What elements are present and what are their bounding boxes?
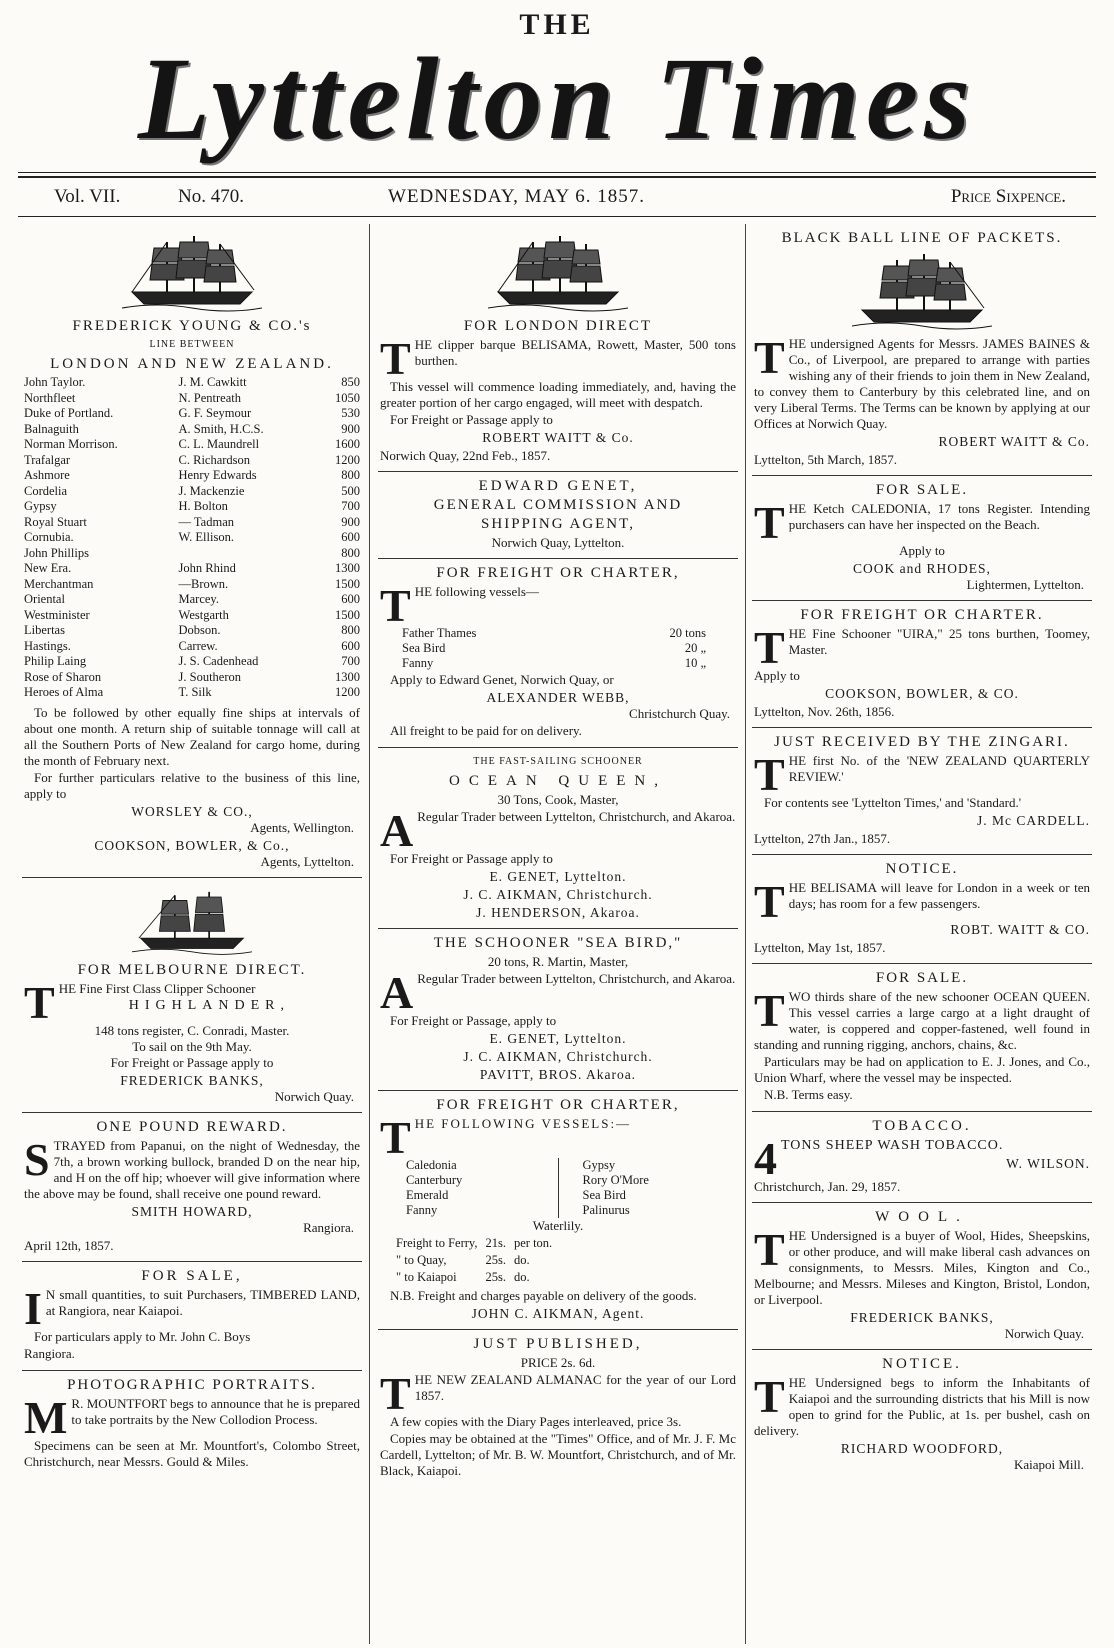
notice2-signature-sub: Kaiapoi Mill. (1013, 1457, 1084, 1472)
sailing-ship-icon (132, 886, 252, 956)
fleet-master-name: H. Bolton (178, 499, 228, 513)
seabird-info: 20 tons, R. Martin, Master, (487, 954, 629, 969)
masthead-title: Lyttelton Times (137, 33, 977, 164)
zingari-ad (752, 728, 1092, 855)
rate-price: 21s. (485, 1236, 506, 1250)
young-route: LONDON AND NEW ZEALAND. (50, 356, 334, 372)
notice1-signature: ROBT. WAITT & CO. (950, 922, 1090, 937)
dropcap-letter: A (380, 805, 414, 856)
almanac-ad (378, 1330, 738, 1487)
fleet-row (24, 468, 360, 484)
fleet-master-name: J. M. Cawkitt (178, 375, 247, 389)
oceansale-nb: N.B. Terms easy. (764, 1087, 853, 1102)
freight2-vessel-grid (380, 1158, 736, 1218)
london-apply: For Freight or Passage apply to (390, 412, 553, 427)
land-sale-title: FOR SALE, (141, 1267, 243, 1284)
zingari-body: For contents see 'Lyttelton Times,' and 'Standard.' (764, 795, 1022, 810)
fleet-tonnage: 1300 (335, 669, 360, 684)
tobacco-ad (752, 1112, 1092, 1203)
genet-name: EDWARD GENET, (478, 478, 638, 494)
masthead (0, 0, 1114, 178)
reward-signature: SMITH HOWARD, (131, 1203, 253, 1219)
reward-text: TRAYED from Papanui, on the night of Wednesday, the 7th, a brown working bullock, branded D on the near hip, and H on the off hip; whoever will give information where the above may be found, shall receive one pound reward. (24, 1137, 360, 1201)
fleet-tonnage: 600 (341, 638, 360, 653)
fleet-ship-name: Royal Stuart (24, 514, 87, 529)
fleet-ship-name: Cordelia (24, 483, 68, 498)
tobacco-date: Christchurch, Jan. 29, 1857. (754, 1179, 901, 1194)
fleet-row (24, 515, 360, 531)
fleet-row (24, 685, 360, 701)
dateline (18, 186, 1096, 214)
rate-destination: Freight to Ferry, (396, 1236, 478, 1250)
blackball-title: BLACK BALL LINE OF PACKETS. (781, 230, 1063, 246)
fleet-master-name: Dobson. (178, 623, 221, 637)
uira-date: Lyttelton, Nov. 26th, 1856. (754, 704, 895, 719)
almanac-price: PRICE 2s. 6d. (520, 1355, 596, 1370)
ocean-text: Regular Trader between Lyttelton, Christchurch, and Akaroa. (417, 809, 736, 824)
freight1-title: FOR FREIGHT OR CHARTER, (436, 565, 680, 581)
oceansale-text: WO thirds share of the new schooner OCEAN QUEEN. This vessel carries a large cargo at a light draught of water, is coppered and copper-fastened, well found in standing and running rigging, anchors, chains, &c. (754, 989, 1090, 1052)
ocean-apply: For Freight or Passage apply to (390, 851, 553, 866)
ocean-agent-2: J. C. AIKMAN, Christchurch. (463, 887, 653, 902)
seabird-apply: For Freight or Passage, apply to (390, 1013, 557, 1028)
rate-unit: do. (513, 1253, 530, 1267)
fleet-tonnage: 850 (341, 375, 360, 389)
dropcap-letter: A (380, 967, 414, 1018)
fleet-tonnage: 800 (341, 545, 360, 560)
dropcap-letter: M (24, 1391, 68, 1443)
freight1-apply: Apply to Edward Genet, Norwich Quay, or (390, 672, 614, 687)
vessel-tonnage: 20 „ (684, 641, 706, 655)
fleet-tonnage: 700 (341, 654, 360, 668)
dropcap-letter: T (754, 1371, 785, 1422)
sea-bird-ad (378, 929, 738, 1091)
masthead-rule-1 (18, 172, 1096, 173)
ocean-agent-3: J. HENDERSON, Akaroa. (476, 905, 640, 920)
young-body-2: For further particulars relative to the business of this line, apply to (24, 769, 360, 801)
fleet-master-name: Henry Edwards (178, 468, 257, 482)
dropcap-letter: S (24, 1133, 50, 1185)
fleet-ship-name: Gypsy (24, 499, 57, 513)
fleet-tonnage: 1600 (335, 437, 360, 451)
zingari-title: JUST RECEIVED BY THE ZINGARI. (774, 734, 1070, 750)
masthead-the: THE (519, 8, 595, 41)
vessel-name: Emerald (406, 1188, 449, 1202)
vessel-name: Canterbury (406, 1173, 463, 1187)
fleet-ship-name: Hastings. (24, 638, 71, 653)
rate-unit: per ton. (513, 1236, 553, 1250)
fleet-ship-name: Merchantman (24, 576, 94, 591)
fleet-ship-name: Libertas (24, 623, 65, 637)
fleet-row (24, 577, 360, 593)
tobacco-text: TONS SHEEP WASH TOBACCO. (781, 1138, 1004, 1153)
land-sale-text: N small quantities, to suit Purchasers, TIMBERED LAND, at Rangiora, near Kaiapoi. (45, 1286, 360, 1318)
vessel-name: Palinurus (558, 1203, 736, 1218)
notice2-title: NOTICE. (882, 1356, 962, 1372)
melbourne-text: HE Fine First Class Clipper Schooner (58, 980, 256, 996)
fleet-row (24, 639, 360, 655)
blackball-signature: ROBERT WAITT & Co. (938, 434, 1090, 449)
dropcap-letter: T (754, 1224, 785, 1275)
vessel-row (380, 641, 736, 656)
vessel-row (380, 626, 736, 641)
rate-row (396, 1253, 558, 1268)
fleet-tonnage: 600 (341, 592, 360, 606)
column-1 (22, 224, 362, 1648)
fleet-ship-name: Balnaguith (24, 421, 79, 436)
rate-row (396, 1236, 558, 1251)
dateline-rule (18, 216, 1096, 217)
melbourne-ad (22, 878, 362, 1113)
genet-ad (378, 472, 738, 559)
freight2-ad (378, 1091, 738, 1330)
dropcap-letter: T (24, 976, 55, 1028)
fleet-master-name: Carrew. (178, 638, 218, 653)
london-agent: ROBERT WAITT & Co. (482, 430, 634, 445)
fleet-master-name (179, 546, 319, 562)
fleet-row (24, 623, 360, 639)
fleet-row (24, 561, 360, 577)
fleet-master-name: W. Ellison. (178, 530, 234, 544)
london-body: This vessel will commence loading immediately, and, having the greater portion of her cargo engaged, will meet with despatch. (380, 379, 736, 410)
seabird-agent-1: E. GENET, Lyttelton. (489, 1031, 627, 1046)
uira-agent: COOKSON, BOWLER, & CO. (825, 686, 1019, 701)
freight2-signature: JOHN C. AIKMAN, Agent. (471, 1306, 645, 1321)
fleet-row (24, 422, 360, 438)
fleet-ship-name: John Phillips (24, 545, 89, 560)
rate-price: 25s. (485, 1270, 506, 1284)
dropcap-letter: T (754, 497, 785, 548)
caledonia-ad (752, 476, 1092, 601)
dropcap-letter: T (754, 985, 785, 1036)
freight1-vessel-list (380, 626, 736, 671)
caledonia-apply: Apply to (899, 543, 945, 558)
almanac-body-2: Copies may be obtained at the "Times" Office, and of Mr. J. F. Mc Cardell, Lyttelton; of Mr. B. W. Mountfort, Christchurch, and of Mr. Black, Kaiapoi. (380, 1431, 736, 1478)
dropcap-letter: T (754, 876, 785, 927)
fleet-master-name: A. Smith, H.C.S. (178, 421, 264, 436)
almanac-body-1: A few copies with the Diary Pages interleaved, price 3s. (390, 1414, 682, 1429)
fleet-master-name: J. Mackenzie (178, 483, 245, 498)
london-date: Norwich Quay, 22nd Feb., 1857. (380, 448, 551, 463)
fleet-tonnage: 1200 (335, 685, 360, 699)
column-3 (752, 224, 1092, 1648)
fleet-ship-name: Westminister (24, 607, 90, 622)
freight1-agent-sub: Christchurch Quay. (629, 706, 730, 721)
fleet-tonnage: 800 (341, 468, 360, 482)
uira-ad (752, 601, 1092, 728)
land-sale-ad (22, 1262, 362, 1371)
fleet-row (24, 608, 360, 624)
fleet-master-name: J. S. Cadenhead (178, 654, 259, 668)
belisama-notice-ad (752, 855, 1092, 964)
zingari-date: Lyttelton, 27th Jan., 1857. (754, 831, 891, 846)
reward-date: April 12th, 1857. (24, 1237, 114, 1253)
fleet-ship-name: New Era. (24, 561, 72, 575)
freight2-note: N.B. Freight and charges payable on delivery of the goods. (390, 1288, 697, 1303)
fleet-ship-name: Duke of Portland. (24, 406, 114, 420)
seabird-text: Regular Trader between Lyttelton, Christchurch, and Akaroa. (417, 971, 736, 986)
vessel-name: Fanny (406, 1203, 438, 1217)
melbourne-freight: For Freight or Passage apply to (110, 1054, 274, 1070)
sailing-ship-icon (852, 250, 992, 330)
sailing-ship-icon (488, 232, 628, 312)
fleet-master-name: Marcey. (178, 592, 220, 606)
dropcap-letter: T (754, 332, 785, 383)
rate-row (396, 1270, 558, 1285)
fleet-row (24, 546, 360, 562)
reward-ad (22, 1113, 362, 1262)
fleet-tonnage: 500 (341, 483, 360, 498)
almanac-text: HE NEW ZEALAND ALMANAC for the year of our Lord 1857. (414, 1372, 736, 1403)
young-body-1: To be followed by other equally fine ships at intervals of about one month. A return ship of suitable tonnage will call at all the Southern Ports of New Zealand for cargo home, during the month of February next. (24, 704, 360, 768)
dropcap-letter: T (380, 333, 411, 384)
ocean-name: OCEAN QUEEN, (449, 773, 667, 789)
photo-ad (22, 1371, 362, 1478)
freight2-text: HE FOLLOWING VESSELS:— (414, 1116, 632, 1131)
tobacco-title: TOBACCO. (872, 1118, 972, 1134)
dropcap-letter: T (754, 622, 785, 673)
fleet-master-name: C. L. Maundrell (178, 437, 260, 451)
fleet-row (24, 375, 360, 391)
fleet-ship-name: Cornubia. (24, 530, 74, 544)
volume-number: Vol. VII. (54, 186, 121, 207)
seabird-agent-3: PAVITT, BROS. Akaroa. (479, 1067, 637, 1082)
seabird-agent-2: J. C. AIKMAN, Christchurch. (463, 1049, 653, 1064)
fleet-tonnage: 1500 (335, 576, 360, 591)
oceansale-title: FOR SALE. (875, 970, 969, 986)
blackball-date: Lyttelton, 5th March, 1857. (754, 452, 897, 467)
fleet-row (24, 437, 360, 453)
wool-signature: FREDERICK BANKS, (850, 1310, 994, 1325)
oceansale-body: Particulars may be had on application to E. J. Jones, and Co., Union Wharf, where the vessel may be inspected. (754, 1054, 1090, 1085)
fleet-tonnage: 530 (341, 406, 360, 420)
fleet-row (24, 484, 360, 500)
fleet-tonnage: 900 (341, 514, 360, 529)
fleet-master-name: J. Southeron (178, 669, 242, 684)
tobacco-signature: W. WILSON. (1006, 1156, 1090, 1171)
london-title: FOR LONDON DIRECT (463, 318, 653, 334)
dropcap-letter: I (24, 1282, 42, 1334)
dropcap-letter: T (380, 580, 411, 631)
black-ball-ad (752, 224, 1092, 476)
fleet-master-name: G. F. Seymour (178, 406, 252, 420)
vessel-name: Gypsy (558, 1158, 736, 1173)
fleet-row (24, 499, 360, 515)
fleet-master-name: John Rhind (178, 561, 236, 575)
notice2-text: HE Undersigned begs to inform the Inhabitants of Kaiapoi and the surrounding districts that his Mill is now open to grind for the Public, at 1s. per bushel, cash on delivery. (754, 1375, 1090, 1438)
wool-ad (752, 1203, 1092, 1350)
fleet-tonnage: 1500 (335, 607, 360, 622)
column-2 (378, 224, 738, 1648)
melbourne-register: 148 tons register, C. Conradi, Master. (94, 1022, 290, 1038)
fleet-row (24, 670, 360, 686)
sailing-ship-icon (122, 232, 262, 312)
notice1-text: HE BELISAMA will leave for London in a week or ten days; has room for a few passengers. (788, 880, 1090, 911)
seabird-title: THE SCHOONER "SEA BIRD," (433, 935, 683, 951)
vessel-tonnage: 10 „ (684, 656, 706, 670)
vessel-name: Caledonia (406, 1158, 457, 1172)
young-line-ad (22, 224, 362, 878)
fleet-row (24, 391, 360, 407)
fleet-master-name: N. Pentreath (178, 390, 241, 405)
fleet-ship-name: Northfleet (24, 390, 76, 405)
ocean-pre: THE FAST-SAILING SCHOONER (473, 756, 643, 767)
fleet-ship-name: Heroes of Alma (24, 685, 104, 699)
vessel-row (380, 1188, 736, 1203)
issue-price: Price Sixpence. (950, 186, 1066, 207)
vessel-name: Sea Bird (402, 641, 446, 655)
genet-address: Norwich Quay, Lyttelton. (491, 535, 625, 550)
notice1-title: NOTICE. (885, 861, 959, 877)
london-ad (378, 224, 738, 472)
ocean-queen-sale-ad (752, 964, 1092, 1112)
fleet-ship-name: Ashmore (24, 468, 70, 482)
dropcap-letter: T (380, 1368, 411, 1419)
fleet-tonnage: 600 (341, 530, 360, 544)
zingari-text: HE first No. of the 'NEW ZEALAND QUARTERLY REVIEW.' (788, 753, 1090, 784)
vessel-name: Father Thames (402, 626, 477, 640)
ocean-agent-1: E. GENET, Lyttelton. (489, 869, 627, 884)
uira-text: HE Fine Schooner "UIRA," 25 tons burthen, Toomey, Master. (788, 626, 1090, 657)
dropcap-letter: T (380, 1112, 411, 1163)
rate-destination: " to Quay, (396, 1253, 447, 1267)
vessel-name: Fanny (402, 656, 434, 670)
fleet-ship-name: John Taylor. (24, 375, 86, 389)
freight1-agent: ALEXANDER WEBB, (486, 690, 630, 705)
fleet-tonnage: 900 (341, 421, 360, 436)
young-agent-2: COOKSON, BOWLER, & Co., (94, 837, 290, 853)
fleet-row (24, 406, 360, 422)
fleet-tonnage: 1050 (335, 390, 360, 405)
freight2-last-vessel: Waterlily. (532, 1218, 584, 1233)
young-title: FREDERICK YOUNG & CO.'s (72, 318, 312, 334)
fleet-tonnage: 1300 (335, 561, 360, 575)
caledonia-agent-sub: Lightermen, Lyttelton. (966, 577, 1084, 592)
vessel-row (380, 656, 736, 671)
land-sale-place: Rangiora. (24, 1345, 75, 1361)
blackball-text: HE undersigned Agents for Messrs. JAMES BAINES & Co., of Liverpool, are prepared to arrange with parties wishing any of their friends to join them in New Zealand, to convey them to Canterbury by this celebrated line, and on very Liberal Terms. The Terms can be known by applying at our Offices at Norwich Quay. (754, 336, 1090, 431)
freight1-ad (378, 559, 738, 748)
melbourne-agent-sub: Norwich Quay. (274, 1088, 354, 1104)
issue-number: No. 470. (178, 186, 244, 207)
fleet-master-name: —Brown. (178, 576, 229, 591)
fleet-tonnage: 1200 (335, 452, 360, 467)
photo-text-2: Specimens can be seen at Mr. Mountfort's, Colombo Street, Christchurch, near Messrs. Gould & Miles. (24, 1437, 360, 1469)
almanac-title: JUST PUBLISHED, (473, 1336, 643, 1352)
masthead-rule-2 (18, 176, 1096, 178)
dropcap-letter: 4 (754, 1133, 777, 1184)
fleet-table (24, 375, 360, 701)
notice1-date: Lyttelton, May 1st, 1857. (754, 940, 886, 955)
wool-text: HE Undersigned is a buyer of Wool, Hides, Sheepskins, or other produce, and will make liberal cash advances on consignments, to Messrs. Miles, Kington and Co., Melbourne; and Messrs. Mileses and Kington, Bristol, London, or Liverpool. (754, 1228, 1090, 1307)
fleet-row (24, 592, 360, 608)
fleet-master-name: C. Richardson (178, 452, 251, 467)
fleet-master-name: — Tadman (178, 514, 234, 529)
young-agent-1: WORSLEY & CO., (131, 803, 253, 819)
genet-role-2: SHIPPING AGENT, (481, 516, 635, 532)
genet-role-1: GENERAL COMMISSION AND (433, 497, 683, 513)
fleet-tonnage: 700 (341, 499, 360, 513)
melbourne-agent: FREDERICK BANKS, (120, 1072, 264, 1088)
notice2-signature: RICHARD WOODFORD, (840, 1441, 1004, 1456)
photo-title: PHOTOGRAPHIC PORTRAITS. (67, 1376, 317, 1393)
rate-unit: do. (513, 1270, 530, 1284)
fleet-ship-name: Norman Morrison. (24, 437, 118, 451)
young-agent-1-sub: Agents, Wellington. (250, 819, 354, 835)
caledonia-title: FOR SALE. (875, 482, 969, 498)
caledonia-text: HE Ketch CALEDONIA, 17 tons Register. Intending purchasers can have her inspected on the Beach. (788, 501, 1090, 532)
melbourne-title: FOR MELBOURNE DIRECT. (77, 961, 307, 978)
freight2-title: FOR FREIGHT OR CHARTER, (436, 1097, 680, 1113)
column-divider-2 (745, 224, 746, 1644)
rate-price: 25s. (485, 1253, 506, 1267)
vessel-name: Rory O'More (558, 1173, 736, 1188)
wool-signature-sub: Norwich Quay. (1004, 1326, 1084, 1341)
fleet-row (24, 453, 360, 469)
vessel-name: Sea Bird (558, 1188, 736, 1203)
uira-title: FOR FREIGHT OR CHARTER. (800, 607, 1044, 623)
vessel-tonnage: 20 tons (669, 626, 706, 640)
ocean-queen-ad (378, 748, 738, 929)
caledonia-agent: COOK and RHODES, (853, 561, 991, 576)
wool-title: WOOL. (875, 1209, 969, 1225)
fleet-master-name: T. Silk (178, 685, 212, 699)
freight2-rates (394, 1234, 560, 1287)
land-sale-apply: For particulars apply to Mr. John C. Boys (34, 1328, 251, 1344)
freight1-note: All freight to be paid for on delivery. (390, 723, 582, 738)
zingari-signature: J. Mc CARDELL. (977, 813, 1090, 828)
dropcap-letter: T (754, 749, 785, 800)
ocean-info: 30 Tons, Cook, Master, (497, 792, 619, 807)
young-line-between: LINE BETWEEN (149, 339, 235, 350)
vessel-row (380, 1203, 736, 1218)
fleet-ship-name: Rose of Sharon (24, 669, 102, 684)
uira-apply: Apply to (754, 668, 800, 683)
melbourne-ship: HIGHLANDER, (128, 997, 290, 1013)
melbourne-sail-date: To sail on the 9th May. (132, 1038, 252, 1054)
photo-text: R. MOUNTFORT begs to announce that he is prepared to take portraits by the New Collodion Process. (71, 1395, 360, 1427)
issue-date: WEDNESDAY, MAY 6. 1857. (388, 186, 646, 207)
mill-notice-ad (752, 1350, 1092, 1480)
reward-title: ONE POUND REWARD. (96, 1118, 288, 1135)
fleet-row (24, 530, 360, 546)
fleet-ship-name: Philip Laing (24, 654, 87, 668)
london-text: HE clipper barque BELISAMA, Rowett, Master, 500 tons burthen. (414, 337, 736, 368)
column-divider-1 (369, 224, 370, 1644)
fleet-tonnage: 800 (341, 623, 360, 637)
fleet-ship-name: Trafalgar (24, 452, 71, 467)
young-agent-2-sub: Agents, Lyttelton. (260, 853, 354, 869)
rate-destination: " to Kaiapoi (396, 1270, 457, 1284)
vessel-row (380, 1173, 736, 1188)
freight1-text: HE following vessels— (414, 584, 539, 599)
fleet-row (24, 654, 360, 670)
fleet-ship-name: Oriental (24, 592, 65, 606)
vessel-row (380, 1158, 736, 1173)
reward-signature-sub: Rangiora. (303, 1219, 354, 1235)
fleet-master-name: Westgarth (178, 607, 229, 622)
